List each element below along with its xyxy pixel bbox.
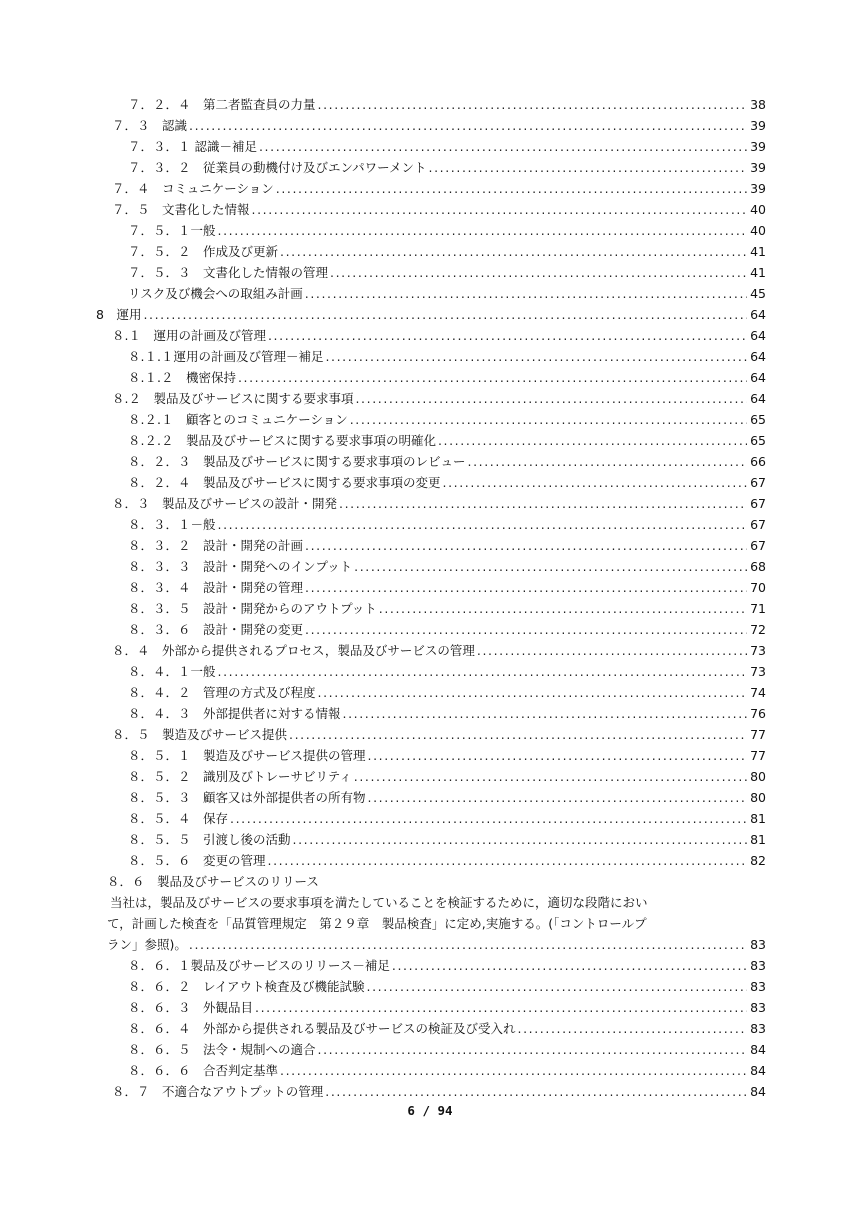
dot-leader [350,409,747,430]
toc-entry[interactable] [0,304,860,325]
toc-entry-label: ８．３．５ 設計・開発からのアウトプット [128,601,377,616]
page-number: 73 [750,664,766,679]
toc-entry[interactable] [107,934,766,955]
toc-entry[interactable] [0,829,860,850]
page-number: 64 [750,349,766,364]
dot-leader [218,220,748,241]
toc-entry[interactable] [0,808,860,829]
dot-leader [367,976,748,997]
toc-entry-label: ７．５．３ 文書化した情報の管理 [128,265,329,280]
page-number: 83 [750,1000,766,1015]
toc-entry[interactable] [0,346,860,367]
toc-entry[interactable] [0,661,860,682]
toc-entry-label: ８．３．４ 設計・開発の管理 [128,580,304,595]
page-number: 83 [750,979,766,994]
page-number: 83 [750,958,766,973]
toc-entry[interactable] [0,157,860,178]
toc-entry-label: 8 運用 [96,307,142,322]
toc-entry[interactable] [0,1018,860,1039]
dot-leader [252,199,748,220]
page-number: 77 [750,748,766,763]
page-number: 73 [750,643,766,658]
toc-entry[interactable] [0,493,860,514]
section-8-6 [0,871,860,955]
toc-entry-label: ７．３．１ 認識－補足 [128,139,257,154]
page-number: 74 [750,685,766,700]
page-number: 80 [750,790,766,805]
toc-list-after [0,955,860,1102]
dot-leader [330,262,747,283]
toc-entry-label: ８．７ 不適合なアウトプットの管理 [112,1084,324,1099]
dot-leader [189,934,747,955]
toc-entry[interactable] [0,703,860,724]
dot-leader [443,472,748,493]
paragraph-line: ラン」参照)。 [107,937,187,952]
toc-entry[interactable] [0,850,860,871]
toc-entry-label: ８.１ 運用の計画及び管理 [112,328,266,343]
toc-entry-label: ８.２ 製品及びサービスに関する要求事項 [112,391,354,406]
dot-leader [280,241,747,262]
page-number: 40 [750,202,766,217]
toc-entry-label: ８．５．５ 引渡し後の活動 [128,832,291,847]
dot-leader [318,682,748,703]
toc-entry[interactable] [0,640,860,661]
toc-entry-label: ８．５．１ 製造及びサービス提供の管理 [128,748,366,763]
toc-entry[interactable] [0,1039,860,1060]
toc-entry[interactable] [0,220,860,241]
page-number: 64 [750,307,766,322]
toc-entry[interactable] [0,976,860,997]
toc-entry-label: ８．５．３ 顧客又は外部提供者の所有物 [128,790,366,805]
toc-entry-label: ８．２．３ 製品及びサービスに関する要求事項のレビュー [128,454,466,469]
toc-entry-label: ８．２．４ 製品及びサービスに関する要求事項の変更 [128,475,441,490]
toc-entry-label: ８．３．１－般 [128,517,216,532]
toc-entry[interactable] [0,283,860,304]
page-number: 66 [750,454,766,469]
toc-entry[interactable] [0,241,860,262]
toc-entry[interactable] [0,1060,860,1081]
toc-entry[interactable] [0,136,860,157]
dot-leader [368,787,748,808]
toc-entry-label: ８．５ 製造及びサービス提供 [112,727,288,742]
dot-leader [280,1060,747,1081]
toc-entry-label: ８．５．２ 識別及びトレーサビリティ [128,769,352,784]
toc-list-before [0,94,860,871]
page-number: 67 [750,475,766,490]
toc-entry-label: ８.１.１運用の計画及び管理－補足 [128,349,324,364]
toc-entry[interactable] [0,451,860,472]
page-number: 76 [750,706,766,721]
toc-entry-label: ８．４．２ 管理の方式及び程度 [128,685,316,700]
page-number: 84 [750,1063,766,1078]
page-number: 81 [750,811,766,826]
page-number: 65 [750,433,766,448]
toc-entry[interactable] [0,514,860,535]
page-number: 68 [750,559,766,574]
toc-entry-label: ８．５．４ 保存 [128,811,229,826]
dot-leader [305,283,747,304]
dot-leader [189,115,747,136]
toc-entry-label: ８．４．３ 外部提供者に対する情報 [128,706,341,721]
page-number: 67 [750,538,766,553]
page-indicator: 6 / 94 [407,1103,453,1118]
toc-entry-label: リスク及び機会への取組み計画 [128,286,303,301]
toc-entry-label: ８．３．２ 設計・開発の計画 [128,538,304,553]
page-number: 64 [750,391,766,406]
toc-entry[interactable] [0,472,860,493]
dot-leader [318,1039,748,1060]
dot-leader [276,178,747,199]
dot-leader [325,1081,747,1102]
toc-entry[interactable] [0,388,860,409]
dot-leader [305,535,747,556]
dot-leader [289,724,747,745]
toc-entry-label: ８.２.２ 製品及びサービスに関する要求事項の明確化 [128,433,436,448]
toc-entry[interactable] [0,262,860,283]
toc-entry[interactable] [0,409,860,430]
dot-leader [477,640,747,661]
toc-entry-label: ８．３ 製品及びサービスの設計・開発 [112,496,338,511]
toc-entry[interactable] [0,1081,860,1102]
page-number: 71 [750,601,766,616]
toc-entry-label: ８．４．１一般 [128,664,216,679]
dot-leader [438,430,747,451]
toc-entry-label: ８．６．５ 法令・規制への適合 [128,1042,316,1057]
dot-leader [354,556,747,577]
toc-entry[interactable] [0,556,860,577]
page-number: 70 [750,580,766,595]
page-number: 81 [750,832,766,847]
page-number: 64 [750,328,766,343]
toc-entry[interactable] [0,325,860,346]
dot-leader [268,325,747,346]
page-number: 40 [750,223,766,238]
toc-entry-label: ８．６．６ 合否判定基準 [128,1063,279,1078]
dot-leader [305,577,747,598]
dot-leader [379,598,747,619]
toc-entry-label: ７．３ 認識 [112,118,188,133]
toc-entry-label: ８.２.１ 顧客とのコミュニケーション [128,412,348,427]
dot-leader [318,94,748,115]
toc-entry-label: ７．５ 文書化した情報 [112,202,250,217]
toc-entry-label: ８．６．１製品及びサービスのリリース－補足 [128,958,390,973]
toc-entry[interactable] [0,94,860,115]
page-number: 80 [750,769,766,784]
toc-entry[interactable] [0,577,860,598]
dot-leader [143,304,747,325]
toc-entry-label: ７．５．１一般 [128,223,216,238]
paragraph-line: 当社は，製品及びサービスの要求事項を満たしていることを検証するために，適切な段階におい [110,895,648,910]
page-number: 38 [750,97,766,112]
toc-entry-label: ７．３．２ 従業員の動機付け及びエンパワーメント [128,160,427,175]
dot-leader [355,388,747,409]
dot-leader [325,346,747,367]
dot-leader [354,766,747,787]
dot-leader [392,955,747,976]
page-number: 65 [750,412,766,427]
table-of-contents [0,94,860,1102]
page-number: 82 [750,853,766,868]
page-number: 72 [750,622,766,637]
dot-leader [305,619,747,640]
dot-leader [368,745,748,766]
toc-entry[interactable] [0,430,860,451]
toc-entry[interactable] [0,619,860,640]
toc-entry[interactable] [0,955,860,976]
page-number: 64 [750,370,766,385]
dot-leader [518,1018,748,1039]
dot-leader [218,514,748,535]
dot-leader [293,829,748,850]
toc-entry[interactable] [0,199,860,220]
dot-leader [343,703,748,724]
toc-entry[interactable] [0,997,860,1018]
toc-entry-label: ８.１.２ 機密保持 [128,370,236,385]
dot-leader [468,451,748,472]
page-number: 84 [750,1084,766,1099]
toc-entry[interactable] [0,598,860,619]
toc-entry[interactable] [0,115,860,136]
toc-entry[interactable] [0,724,860,745]
toc-entry[interactable] [0,745,860,766]
page-number: 39 [750,118,766,133]
section-heading: ８．６ 製品及びサービスのリリース [107,874,319,889]
toc-entry[interactable] [0,535,860,556]
toc-entry[interactable] [0,766,860,787]
paragraph-line: て，計画した検査を「品質管理規定 第２９章 製品検査」に定め,実施する。(「コントロールプ [107,916,647,931]
page-number: 77 [750,727,766,742]
toc-entry-label: ７．４ コミュニケーション [112,181,274,196]
dot-leader [255,997,747,1018]
toc-entry[interactable] [0,787,860,808]
dot-leader [259,136,747,157]
page-number: 39 [750,160,766,175]
page-number: 39 [750,181,766,196]
page-number: 39 [750,139,766,154]
toc-entry-label: ８．３．６ 設計・開発の変更 [128,622,304,637]
dot-leader [238,367,747,388]
toc-entry[interactable] [0,367,860,388]
page-number: 67 [750,496,766,511]
page-number: 41 [750,265,766,280]
toc-entry-label: ７．２．４ 第二者監査員の力量 [128,97,316,112]
page-number: 83 [750,937,766,952]
toc-entry-label: ８．４ 外部から提供されるプロセス，製品及びサービスの管理 [112,643,475,658]
toc-entry[interactable] [0,178,860,199]
toc-entry-label: ８．６．２ レイアウト検査及び機能試験 [128,979,365,994]
toc-entry-label: ８．６．４ 外部から提供される製品及びサービスの検証及び受入れ [128,1021,516,1036]
dot-leader [218,661,748,682]
page-number: 84 [750,1042,766,1057]
page-footer [0,1103,860,1118]
page-number: 41 [750,244,766,259]
page-number: 83 [750,1021,766,1036]
toc-entry-label: ８．６．３ 外観品目 [128,1000,254,1015]
dot-leader [339,493,747,514]
dot-leader [429,157,748,178]
page-number: 67 [750,517,766,532]
toc-entry-label: ８．５．６ 変更の管理 [128,853,266,868]
toc-entry-label: ７．５．２ 作成及び更新 [128,244,279,259]
dot-leader [230,808,747,829]
dot-leader [268,850,748,871]
page-number: 45 [750,286,766,301]
toc-entry[interactable] [0,682,860,703]
toc-entry-label: ８．３．３ 設計・開発へのインプット [128,559,353,574]
